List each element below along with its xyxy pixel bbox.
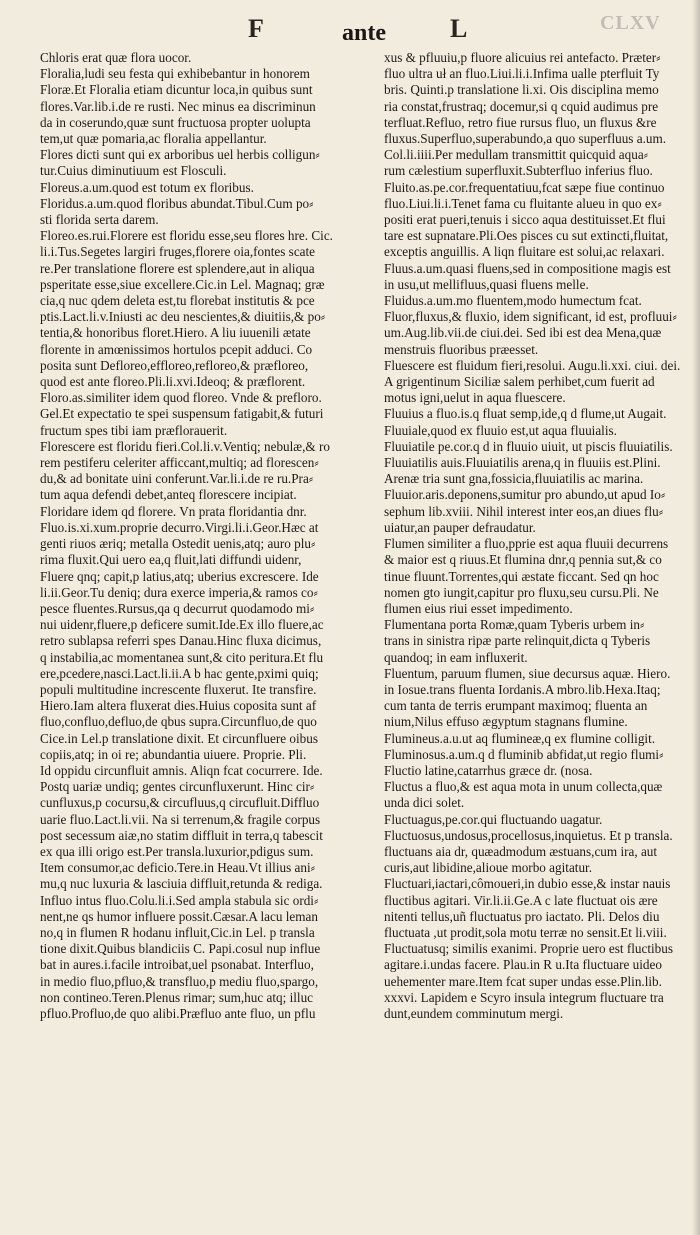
text-line: dunt,eundem comminutum mergi. <box>384 1005 564 1021</box>
page-header <box>0 12 700 52</box>
text-line: copiis,atq; in oi re; abundantia uiuere. Proprie. Pli. <box>40 746 307 762</box>
text-line: fluo.Liui.li.i.Tenet fama cu fluitante alueu in quo ex⸗ <box>384 195 662 211</box>
text-line: li.ii.Geor.Tu deniq; dura exerce imperia,& ramos co⸗ <box>40 584 318 600</box>
text-line: um.Aug.lib.vii.de ciui.dei. Sed ibi est dea Mena,quæ <box>384 325 662 341</box>
text-line: posita sunt Defloreo,effloreo,refloreo,& præfloreo, <box>40 357 309 373</box>
text-line: retro sublapsa referri spes Danau.Hinc fluxa dicimus, <box>40 633 322 649</box>
text-line: Floreo.es.rui.Florere est floridu esse,seu flores hre. Cic. <box>40 228 333 244</box>
text-line: Col.li.iiii.Per medullam transmittit quicquid aqua⸗ <box>384 147 649 163</box>
text-line: Fluctio latine,catarrhus græce dr. (nosa. <box>384 762 593 778</box>
text-line: fructum spes tibi iam præflorauerit. <box>40 422 228 438</box>
text-line: sephum lib.xviii. Nihil interest inter eos,an diues flu⸗ <box>384 503 664 519</box>
text-line: Fluctuari,iactari,cômoueri,in dubio esse,& instar nauis <box>384 876 671 892</box>
text-line: Flumen similiter a fluo,pprie est aqua fluuii decurrens <box>384 536 669 552</box>
text-line: tinue fluunt.Torrentes,qui æstate ficcant. Sed qn hoc <box>384 568 659 584</box>
text-line: Fluito.as.pe.cor.frequentatiuu,fcat sæpe fiue continuo <box>384 179 665 195</box>
text-line: in Iosue.trans fluenta Iordanis.A mbro.lib.Hexa.Itaq; <box>384 681 661 697</box>
text-line: Fluctuosus,undosus,procellosus,inquietus. Et p transla. <box>384 827 673 843</box>
text-line: Flumineus.a.u.ut aq flumineæ,q ex flumine colligit. <box>384 730 656 746</box>
text-line: Flumentana porta Romæ,quam Tyberis urbem in⸗ <box>384 617 645 633</box>
text-line: ria constat,frustraq; docemur,si q cquid audimus pre <box>384 98 659 114</box>
text-line: positi erat pueri,tenuis i sicco aqua destituisset.Et flui <box>384 212 666 228</box>
text-line: genti riuos æriq; metalla Ostedit uenis,atq; auro plu⸗ <box>40 536 316 552</box>
text-line: Fluctuatusq; similis exanimi. Proprie uero est fluctibus <box>384 941 673 957</box>
text-line: populi multitudine increscente fluxerut. Ite transfire. <box>40 681 317 697</box>
text-line: Floræ.Et Floralia etiam dicuntur loca,in quibus sunt <box>40 82 313 98</box>
text-line: nium,Nilus effuso ægyptum stagnans flumine. <box>384 714 628 730</box>
text-line: cum tanta de terris erumpant maximoq; fluenta an <box>384 698 648 714</box>
text-line: nomen gto iungit,capitur pro fluxu,seu cursu.Pli. Ne <box>384 584 659 600</box>
text-line: xxxvi. Lapidem e Scyro insula integrum fluctuare tra <box>384 989 664 1005</box>
text-line: quod est ante floreo.Pli.li.xvi.Ideoq; & præflorent. <box>40 374 306 390</box>
text-line: Item consumor,ac deficio.Tere.in Heau.Vt illius ani⸗ <box>40 860 316 876</box>
text-line: non contineo.Teren.Plenus rimar; sum,huc atq; illuc <box>40 989 314 1005</box>
text-line: tur.Cuius diminutiuum est Flosculi. <box>40 163 227 179</box>
text-line: no,q in flumen R hodanu influit,Cic.in Lel. p transla <box>40 924 315 940</box>
text-line: trans in sinistra ripæ parte relinquit,dicta q Tyberis <box>384 633 651 649</box>
text-line: ex qua illi origo est.Per transla.luxurior,pdigus sum. <box>40 843 314 859</box>
text-line: fluctuata ,ut prodit,sola motu terræ no sensit.Et li.viii. <box>384 924 667 940</box>
text-line: cunfluxus,p cocursu,& circufluus,q circufluit.Diffluo <box>40 795 320 811</box>
text-line: li.i.Tus.Segetes largiri fruges,florere oia,fontes scate <box>40 244 316 260</box>
text-line: rem pestiferu celeriter afficcant,multiq; ad florescen⸗ <box>40 455 319 471</box>
text-line: unda dici solet. <box>384 795 465 811</box>
text-line: florente in amœnissimos hortulos pcepit adduci. Co <box>40 341 313 357</box>
text-line: fluxus.Superfluo,superabundo,a quo superfluus a.um. <box>384 131 667 147</box>
right-text-column <box>384 50 688 1022</box>
text-line: Cice.in Lel.p translatione dixit. Et circunfluere oibus <box>40 730 318 746</box>
text-line: Fluuius a fluo.is.q fluat semp,ide,q d flume,ut Augait. <box>384 406 667 422</box>
text-line: tione dixit.Quibus blandiciis C. Papi.cosul nup influe <box>40 941 321 957</box>
text-line: Fluo.is.xi.xum.proprie decurro.Virgi.li.i.Geor.Hæc at <box>40 519 319 535</box>
text-line: cia,q nuc qdem deleta est,tu florebat institutis & pce <box>40 293 315 309</box>
left-text-column <box>40 50 366 1022</box>
text-line: fluo,confluo,defluo,de qbus supra.Circunfluo,de quo <box>40 714 317 730</box>
text-line: Floridare idem qd florere. Vn prata floridantia dnr. <box>40 503 307 519</box>
left-marginal-letter: F <box>248 14 264 43</box>
text-line: post secessum aiæ,no statim diffluit in terra,q tabescit <box>40 827 323 843</box>
text-line: & maior est q riuus.Et flumina dnr,q pennia sut,& co <box>384 552 662 568</box>
text-line: fluo ultra uł an fluo.Liui.li.i.Infima ualle pterfluit Ty <box>384 66 660 82</box>
text-line: rum cælestium superfluxit.Subterfluo inferius fluo. <box>384 163 653 179</box>
text-line: nent,ne qs humor influere possit.Cæsar.A lacu leman <box>40 908 318 924</box>
text-line: uiatur,an pauper defraudatur. <box>384 519 536 535</box>
running-head: ante <box>342 20 386 46</box>
text-line: rima fluxit.Qui uero ea,q fluit,lati diffundi uidenr, <box>40 552 302 568</box>
text-line: tare est supnatare.Pli.Oes pisces cu sut extincti,fluitat, <box>384 228 669 244</box>
text-line: fluctibus agitari. Vir.li.ii.Ge.A c late fluctuat ois ære <box>384 892 658 908</box>
text-line: fluctuans aia dr, quæadmodum æstuans,cum ira, aut <box>384 843 658 859</box>
text-line: Hiero.Iam altera fluxerat dies.Huius coposita sunt af <box>40 698 317 714</box>
text-line: Postq uariæ undiq; gentes circunfluxerunt. Hinc cir⸗ <box>40 779 315 795</box>
text-line: xus & pfluuiu,p fluore alicuius rei antefacto. Præter⸗ <box>384 50 661 65</box>
text-line: agitare.i.undas facere. Plau.in R u.Ita fluctuare uideo <box>384 957 662 973</box>
text-line: Fluentum, paruum flumen, siue decursus aquæ. Hiero. <box>384 665 671 681</box>
text-line: Fluuiatilis auis.Fluuiatilis arena,q in fluuiis est.Plini. <box>384 455 661 471</box>
text-line: sti florida serta darem. <box>40 212 159 228</box>
text-line: Fluctus a fluo,& est aqua mota in unum collecta,quæ <box>384 779 663 795</box>
text-line: Fluuiale,quod ex fluuio est,ut aqua fluuialis. <box>384 422 617 438</box>
text-line: ere,pcedere,nasci.Lact.li.ii.A b hac gente,pximi quiq; <box>40 665 319 681</box>
text-line: menstruis fluoribus præesset. <box>384 341 539 357</box>
folio-number: CLXV <box>600 12 661 34</box>
text-line: tum aqua defendi debet,anteq florescere incipiat. <box>40 487 297 503</box>
page-spine-shadow <box>692 0 700 1235</box>
text-line: tem,ut quæ pomaria,ac floralia appellantur. <box>40 131 267 147</box>
text-line: pesce fluentes.Rursus,qa q decurrut quodamodo mi⸗ <box>40 600 315 616</box>
text-line: Arenæ tria sunt gna,fossicia,fluuiatilis ac marina. <box>384 471 644 487</box>
text-line: Fluminosus.a.um.q d fluminib abfidat,ut regio flumi⸗ <box>384 746 664 762</box>
text-line: Floro.as.similiter idem quod floreo. Vnde & prefloro. <box>40 390 322 406</box>
text-line: quandoq; in eam influxerit. <box>384 649 528 665</box>
text-line: Fluctuagus,pe.cor.qui fluctuando uagatur. <box>384 811 603 827</box>
text-line: re.Per translatione florere est splendere,aut in aliqua <box>40 260 315 276</box>
text-line: Florescere est floridu fieri.Col.li.v.Ventiq; nebulæ,& ro <box>40 438 330 454</box>
text-line: flumen eius riui esset impedimento. <box>384 600 573 616</box>
text-line: terfluat.Refluo, retro fiue rursus fluo, un fluxus &re <box>384 114 657 130</box>
text-line: pfluo.Profluo,de quo alibi.Præfluo ante fluo, un pflu <box>40 1005 316 1021</box>
text-line: nui uidenr,fluere,p deficere sumit.Ide.Ex illo fluere,ac <box>40 617 324 633</box>
text-line: in medio fluo,pfluo,& transfluo,p mediu fluo,spargo, <box>40 973 319 989</box>
text-line: in usu,ut mellifluus,quasi fluens melle. <box>384 276 589 292</box>
text-line: bris. Quinti.p translatione li.xi. Ois disciplina memo <box>384 82 659 98</box>
text-line: Fluor,fluxus,& fluxio, idem significant, id est, profluui⸗ <box>384 309 677 325</box>
text-line: motus igni,uelut in aqua fluescere. <box>384 390 566 406</box>
text-line: Floridus.a.um.quod floribus abundat.Tibul.Cum po⸗ <box>40 195 314 211</box>
text-line: curis,aut libidine,alioue morbo agitatur. <box>384 860 593 876</box>
text-line: nitenti tellus,uñ fluctuatus pro iactato. Pli. Delos diu <box>384 908 660 924</box>
text-line: uehementer mare.Item fcat super undas esse.Plin.lib. <box>384 973 662 989</box>
text-line: Id oppidu circunfluit amnis. Aliqn fcat cocurrere. Ide. <box>40 762 323 778</box>
right-marginal-letter: L <box>450 14 468 43</box>
text-line: Chloris erat quæ flora uocor. <box>40 50 192 65</box>
text-line: Floralia,ludi seu festa qui exhibebantur in honorem <box>40 66 310 82</box>
text-line: Fluus.a.um.quasi fluens,sed in compositione magis est <box>384 260 671 276</box>
text-line: q instabilia,ac momentanea sunt,& cito peritura.Et flu <box>40 649 324 665</box>
text-line: Fluuior.aris.deponens,sumitur pro abundo,ut apud Io⸗ <box>384 487 666 503</box>
text-line: flores.Var.lib.i.de re rusti. Nec minus ea discriminun <box>40 98 316 114</box>
text-line: Fluere qnq; capit,p latius,atq; uberius excrescere. Ide <box>40 568 319 584</box>
text-line: Fluidus.a.um.mo fluentem,modo humectum fcat. <box>384 293 642 309</box>
text-line: exceptis anguillis. A liqn fluitare est solui,ac relaxari. <box>384 244 665 260</box>
text-line: Floreus.a.um.quod est totum ex floribus. <box>40 179 254 195</box>
text-line: Fluuiatile pe.cor.q d in fluuio uiuit, ut piscis fluuiatilis. <box>384 438 673 454</box>
text-line: tentia,& honoribus floret.Hiero. A liu iuuenili ætate <box>40 325 311 341</box>
text-line: ptis.Lact.li.v.Iniusti ac deu nescientes,& diuitiis,& po⸗ <box>40 309 326 325</box>
text-line: psperitate esse,siue excellere.Cic.in Lel. Magnaq; græ <box>40 276 325 292</box>
text-line: bat in aures.i.facile introibat,uel psonabat. Interfluo, <box>40 957 314 973</box>
text-line: uarie fluo.Lact.li.vii. Na si terrenum,& fragile corpus <box>40 811 321 827</box>
text-line: Flores dicti sunt qui ex arboribus uel herbis colligun⸗ <box>40 147 320 163</box>
text-line: A grigentinum Siciliæ salem perhibet,cum fuerit ad <box>384 374 655 390</box>
text-line: da in coserundo,quæ sunt fructuosa propter uolupta <box>40 114 311 130</box>
text-line: du,& ad bonitate uini conferunt.Var.li.i.de re ru.Pra⸗ <box>40 471 314 487</box>
text-line: Gel.Et expectatio te spei suspensum fatigabit,& futuri <box>40 406 324 422</box>
text-line: Influo intus fluo.Colu.li.i.Sed ampla stabula sic ordi⸗ <box>40 892 319 908</box>
text-line: mu,q nuc luxuria & lasciuia diffluit,retunda & rediga. <box>40 876 323 892</box>
text-line: Fluescere est fluidum fieri,resolui. Augu.li.xxi. ciui. dei. <box>384 357 681 373</box>
